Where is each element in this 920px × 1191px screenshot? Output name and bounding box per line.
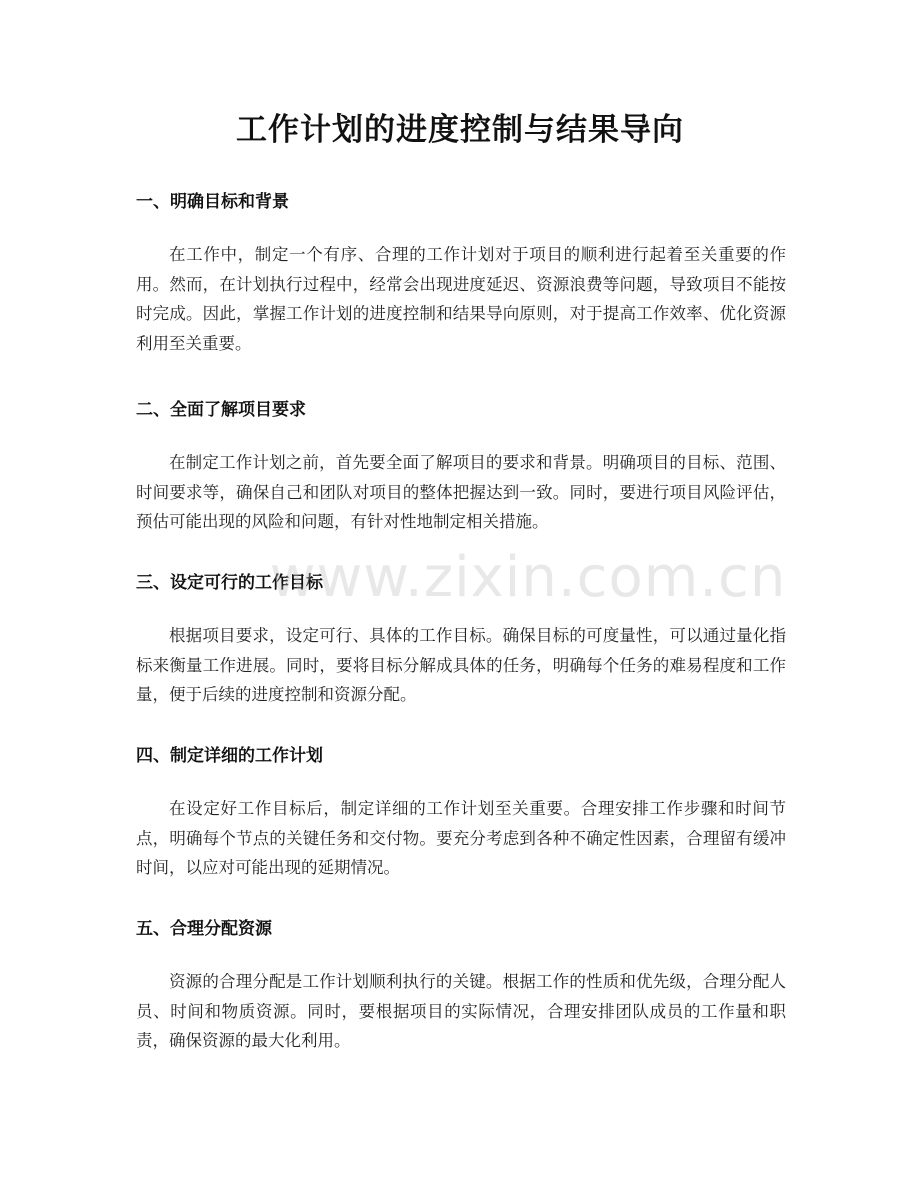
section-heading: 一、明确目标和背景	[136, 192, 289, 212]
section-paragraph: 根据项目要求，设定可行、具体的工作目标。确保目标的可度量性，可以通过量化指标来衡量工作进展。同时，要将目标分解成具体的任务，明确每个任务的难易程度和工作量，便于后续的进度控制和资源分配。	[136, 626, 786, 705]
section-heading: 四、制定详细的工作计划	[136, 746, 323, 766]
section-4	[136, 744, 786, 883]
section-heading: 三、设定可行的工作目标	[136, 573, 323, 593]
section-1	[136, 190, 786, 359]
section-2	[136, 398, 786, 537]
section-paragraph: 在设定好工作目标后，制定详细的工作计划至关重要。合理安排工作步骤和时间节点，明确每个节点的关键任务和交付物。要充分考虑到各种不确定性因素，合理留有缓冲时间，以应对可能出现的延期情况。	[136, 799, 786, 878]
document-title: 工作计划的进度控制与结果导向	[236, 112, 684, 148]
section-paragraph: 在制定工作计划之前，首先要全面了解项目的要求和背景。明确项目的目标、范围、时间要求等，确保自己和团队对项目的整体把握达到一致。同时，要进行项目风险评估，预估可能出现的风险和问题，有针对性地制定相关措施。	[136, 453, 786, 532]
section-5	[136, 917, 786, 1056]
watermark: www.zixin.com.cn	[269, 545, 787, 610]
section-3	[136, 571, 786, 710]
section-heading: 五、合理分配资源	[136, 919, 272, 939]
section-paragraph: 在工作中，制定一个有序、合理的工作计划对于项目的顺利进行起着至关重要的作用。然而，在计划执行过程中，经常会出现进度延迟、资源浪费等问题，导致项目不能按时完成。因此，掌握工作计划的进度控制和结果导向原则，对于提高工作效率、优化资源利用至关重要。	[136, 245, 786, 354]
section-paragraph: 资源的合理分配是工作计划顺利执行的关键。根据工作的性质和优先级，合理分配人员、时间和物质资源。同时，要根据项目的实际情况，合理安排团队成员的工作量和职责，确保资源的最大化利用。	[136, 972, 786, 1051]
section-heading: 二、全面了解项目要求	[136, 400, 306, 420]
